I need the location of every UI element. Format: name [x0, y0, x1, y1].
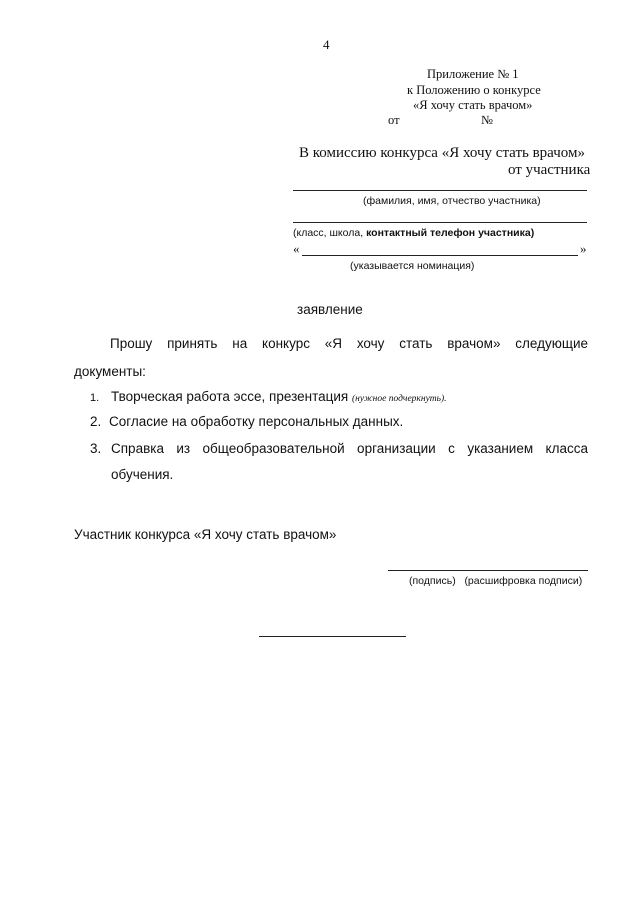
list-item-text: Творческая работа эссе, презентация: [110, 389, 349, 404]
list-item-1: [90, 389, 447, 404]
addressee-line: В комиссию конкурса «Я хочу стать врачом»: [299, 145, 585, 161]
bottom-divider: [259, 636, 406, 637]
fio-caption: (фамилия, имя, отчество участника): [363, 195, 541, 207]
list-item-number: 1.: [90, 392, 100, 404]
appendix-number-label: №: [481, 113, 493, 127]
participant-signature-label: Участник конкурса «Я хочу стать врачом»: [74, 527, 337, 542]
appendix-contest-name: «Я хочу стать врачом»: [413, 98, 533, 112]
class-caption-plain: (класс, школа,: [293, 227, 367, 239]
list-item-3-text: Справка из общеобразовательной организации с указанием класса: [111, 441, 588, 456]
appendix-reference: к Положению о конкурсе: [407, 83, 541, 97]
appendix-title: Приложение № 1: [427, 67, 519, 81]
nomination-caption: (указывается номинация): [350, 260, 475, 272]
list-item-note: (нужное подчеркнуть).: [351, 394, 447, 404]
page-number: 4: [323, 37, 330, 52]
list-item-3-text-cont: обучения.: [111, 467, 174, 482]
appendix-from-label: от: [388, 113, 400, 127]
statement-intro-line2: документы:: [74, 364, 146, 379]
list-item-text: Согласие на обработку персональных данных.: [109, 414, 404, 429]
signature-line: [388, 570, 588, 571]
addressee-from-participant: от участника: [508, 162, 591, 178]
class-caption: [293, 227, 534, 239]
statement-intro-line1: Прошу принять на конкурс «Я хочу стать врачом» следующие: [110, 336, 588, 351]
class-caption-bold: контактный телефон участника): [366, 227, 535, 239]
list-item-number: 2.: [90, 414, 102, 429]
statement-title: заявление: [297, 302, 363, 317]
nomination-line: [302, 255, 578, 256]
signature-caption: (подпись) (расшифровка подписи): [409, 575, 583, 587]
fio-line: [293, 190, 587, 191]
class-line: [293, 222, 587, 223]
nomination-open-quote: «: [293, 241, 300, 256]
list-item-2: [90, 414, 403, 429]
list-item-3-number: 3.: [90, 441, 102, 456]
nomination-close-quote: »: [580, 241, 587, 256]
